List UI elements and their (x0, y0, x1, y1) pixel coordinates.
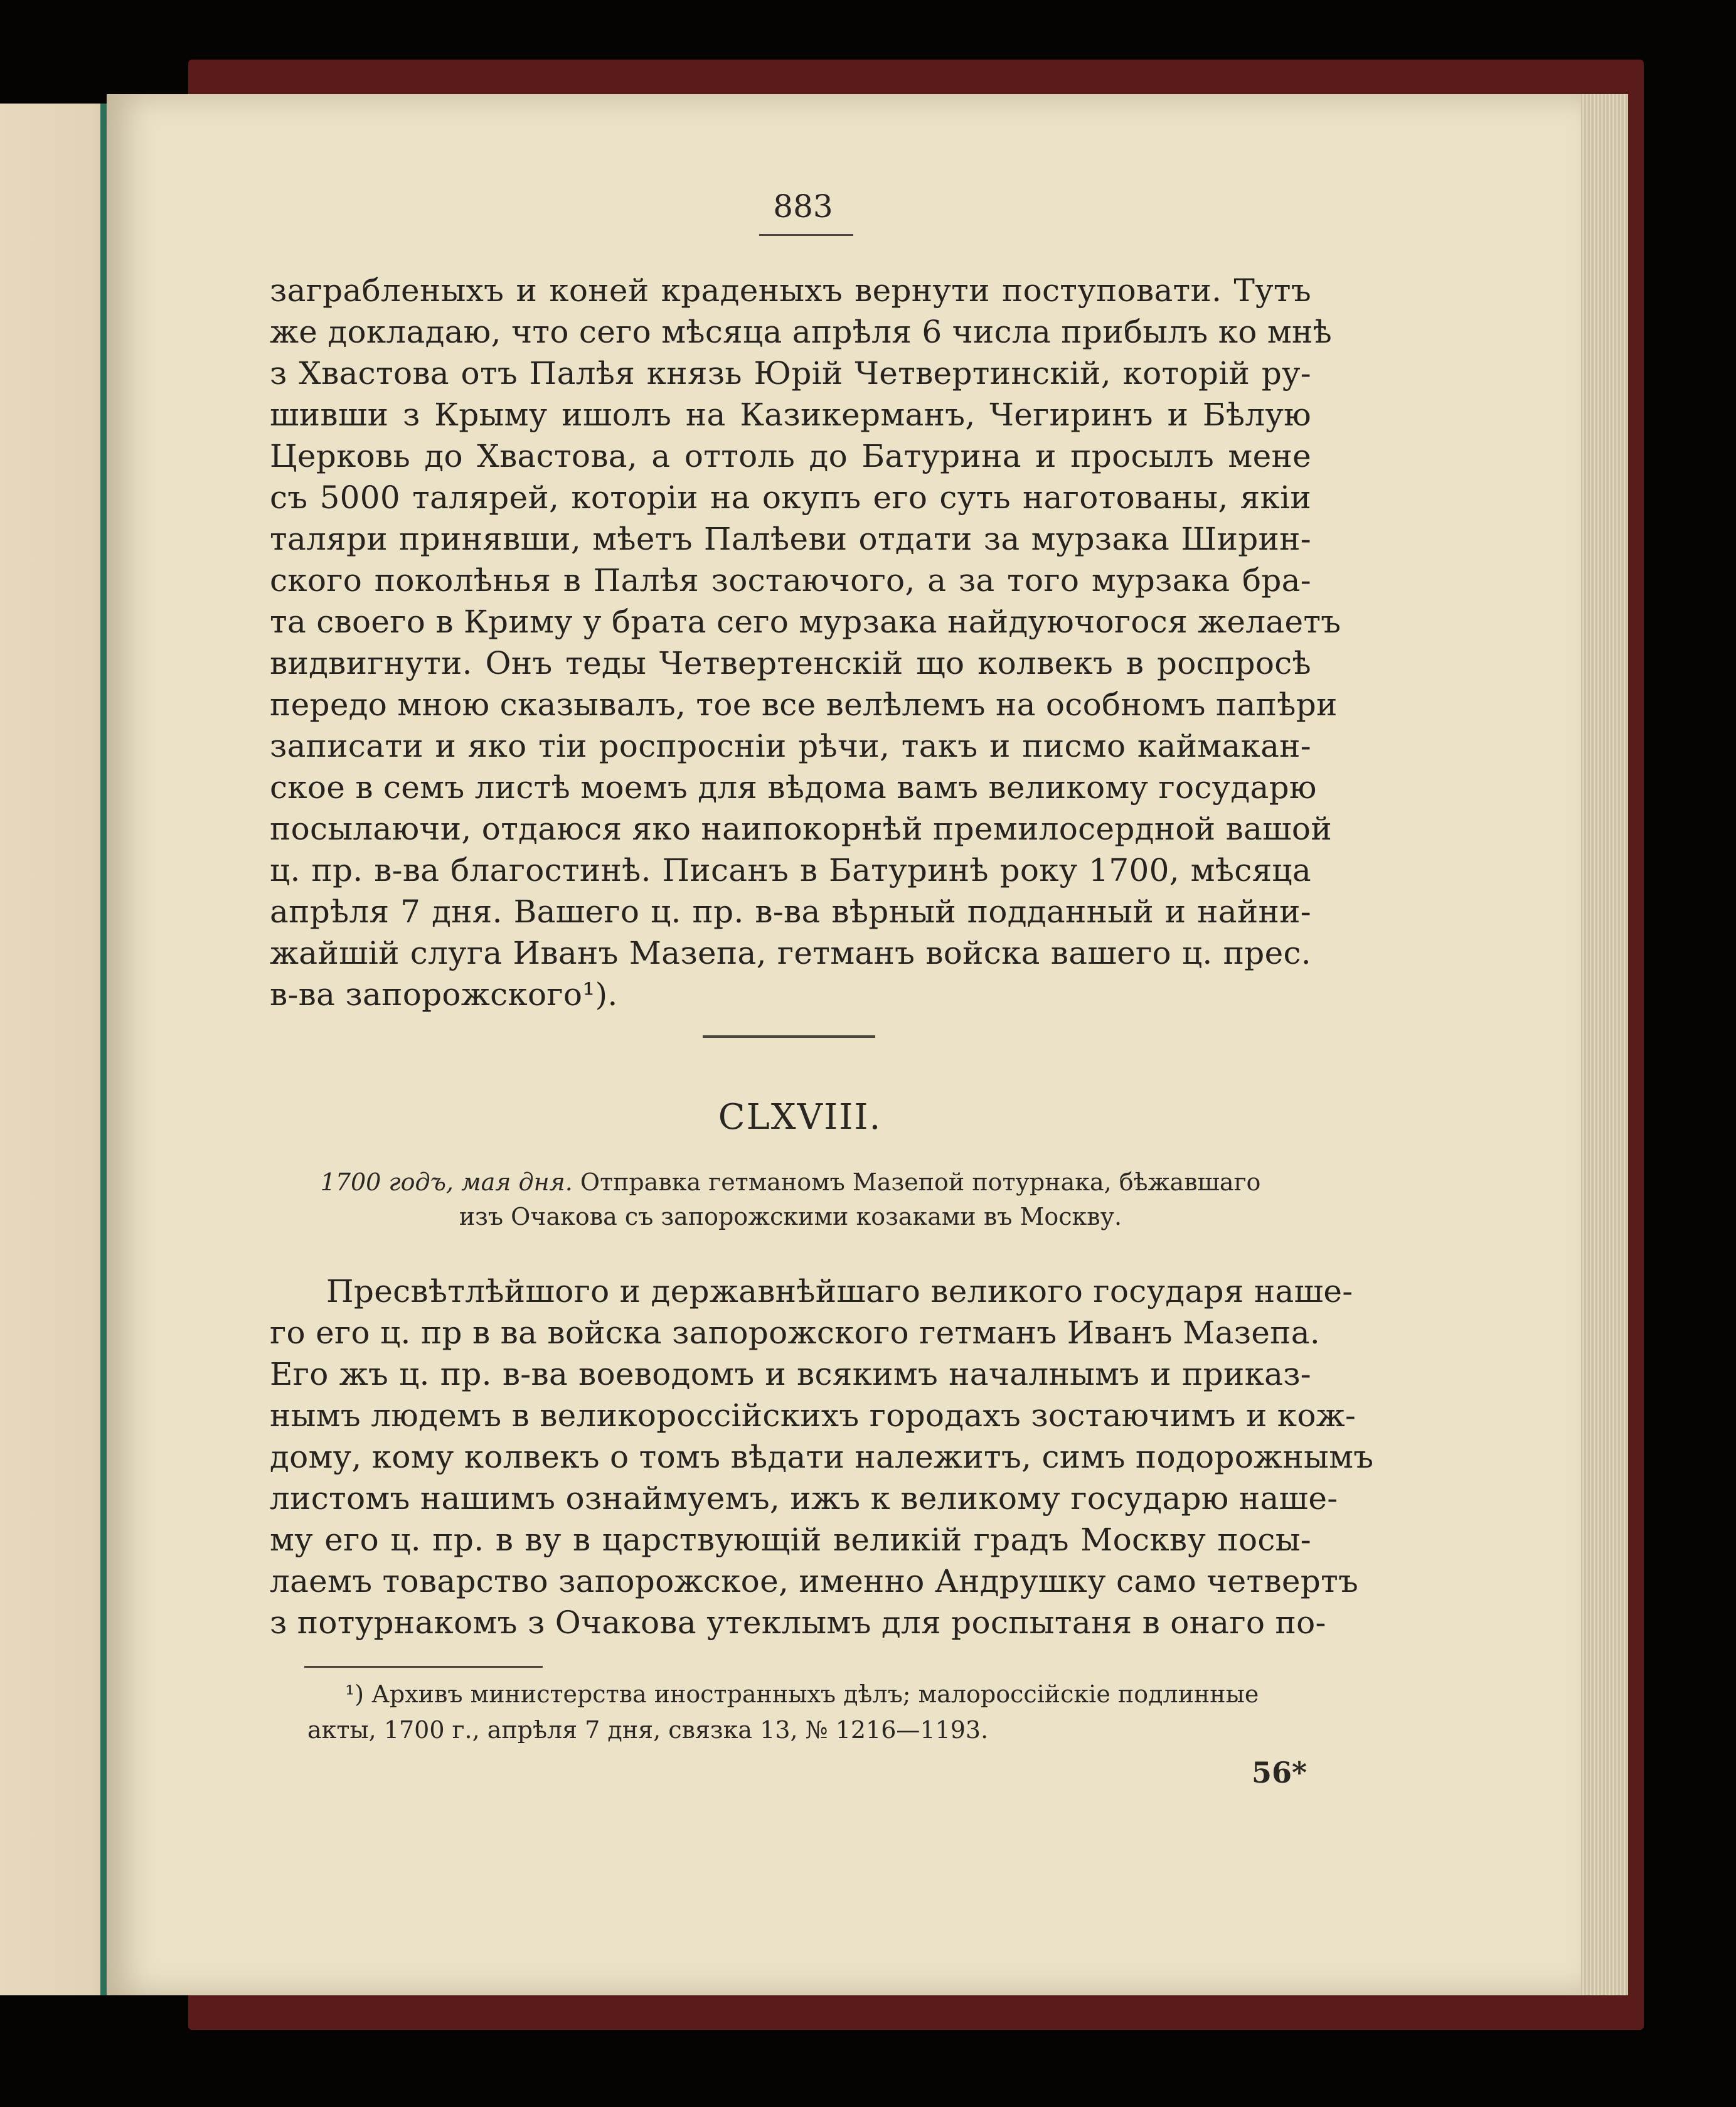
text-line: посылаючи, отдаюся яко наипокорнѣй премилосердной вашой (270, 811, 1332, 847)
text-line: съ 5000 талярей, которіи на окупъ его суть наготованы, якіи (270, 479, 1311, 516)
caption-line-2: изъ Очакова съ запорожскими козаками въ Москву. (459, 1203, 1122, 1230)
text-line: лаемъ товарство запорожское, именно Андрушку само четвертъ (270, 1563, 1359, 1599)
footnote-rule (304, 1666, 543, 1668)
text-line: Пресвѣтлѣйшого и державнѣйшаго великого государя наше- (326, 1273, 1353, 1310)
text-line: таляри принявши, мѣетъ Палѣеви отдати за мурзака Ширин- (270, 521, 1311, 557)
text-line: заграбленыхъ и коней краденыхъ вернути поступовати. Тутъ (270, 272, 1311, 309)
text-line: ское в семъ листѣ моемъ для вѣдома вамъ великому государю (270, 769, 1317, 806)
caption-line-1 (270, 1168, 1311, 1196)
text-line: апрѣля 7 дня. Вашего ц. пр. в-ва вѣрный подданный и найни- (270, 893, 1311, 930)
page-number: 883 (773, 188, 833, 225)
text-line: нымъ людемъ в великороссійскихъ городахъ зостаючимъ и кож- (270, 1397, 1356, 1434)
section-numeral: CLXVIII. (718, 1097, 882, 1138)
text-line: в-ва запорожского¹). (270, 976, 618, 1013)
text-line: з потурнакомъ з Очакова утеклымъ для роспытаня в онаго по- (270, 1604, 1326, 1641)
signature-mark: 56* (1252, 1756, 1307, 1790)
page-number-rule (759, 234, 853, 236)
text-line: го его ц. пр в ва войска запорожского гетманъ Иванъ Мазепа. (270, 1315, 1321, 1351)
text-line: з Хвастова отъ Палѣя князь Юрій Четвертинскій, которій ру- (270, 355, 1311, 392)
text-line: же докладаю, что сего мѣсяца апрѣля 6 числа прибылъ ко мнѣ (270, 314, 1333, 350)
text-line: ц. пр. в-ва благостинѣ. Писанъ в Батуринѣ року 1700, мѣсяца (270, 852, 1311, 888)
text-line: видвигнути. Онъ теды Четвертенскій що колвекъ в роспросѣ (270, 645, 1311, 681)
text-line: записати и яко тіи роспросніи рѣчи, такъ и писмо каймакан- (270, 728, 1311, 764)
caption-date: 1700 годъ, мая дня. (320, 1168, 573, 1196)
footnote-line: ¹) Архивъ министерства иностранныхъ дѣлъ; малороссійскіе подлинные (345, 1680, 1259, 1708)
text-line: шивши з Крыму ишолъ на Казикерманъ, Чегиринъ и Бѣлую (270, 397, 1311, 433)
text-line: жайшій слуга Иванъ Мазепа, гетманъ войска вашего ц. прес. (270, 935, 1311, 971)
text-line: листомъ нашимъ ознаймуемъ, ижъ к великому государю наше- (270, 1480, 1338, 1517)
text-line: му его ц. пр. в ву в царствующій великій градъ Москву посы- (270, 1522, 1311, 1558)
text-line: Его жъ ц. пр. в-ва воеводомъ и всякимъ началнымъ и приказ- (270, 1356, 1311, 1392)
text-line: Церковь до Хвастова, а оттоль до Батурина и просылъ мене (270, 438, 1311, 474)
section-divider (703, 1035, 875, 1038)
text-line: ского поколѣнья в Палѣя зостаючого, а за того мурзака бра- (270, 562, 1311, 599)
text-line: та своего в Криму у брата сего мурзака найдуючогося желаетъ (270, 604, 1341, 640)
footnote-line: акты, 1700 г., апрѣля 7 дня, связка 13, № 1216—1193. (307, 1716, 989, 1744)
text-line: дому, кому колвекъ о томъ вѣдати належитъ, симъ подорожнымъ (270, 1439, 1374, 1475)
caption-heading: Отправка гетманомъ Мазепой потурнака, бѣжавшаго (572, 1168, 1261, 1196)
text-line: передо мною сказывалъ, тое все велѣлемъ на особномъ папѣри (270, 686, 1338, 723)
